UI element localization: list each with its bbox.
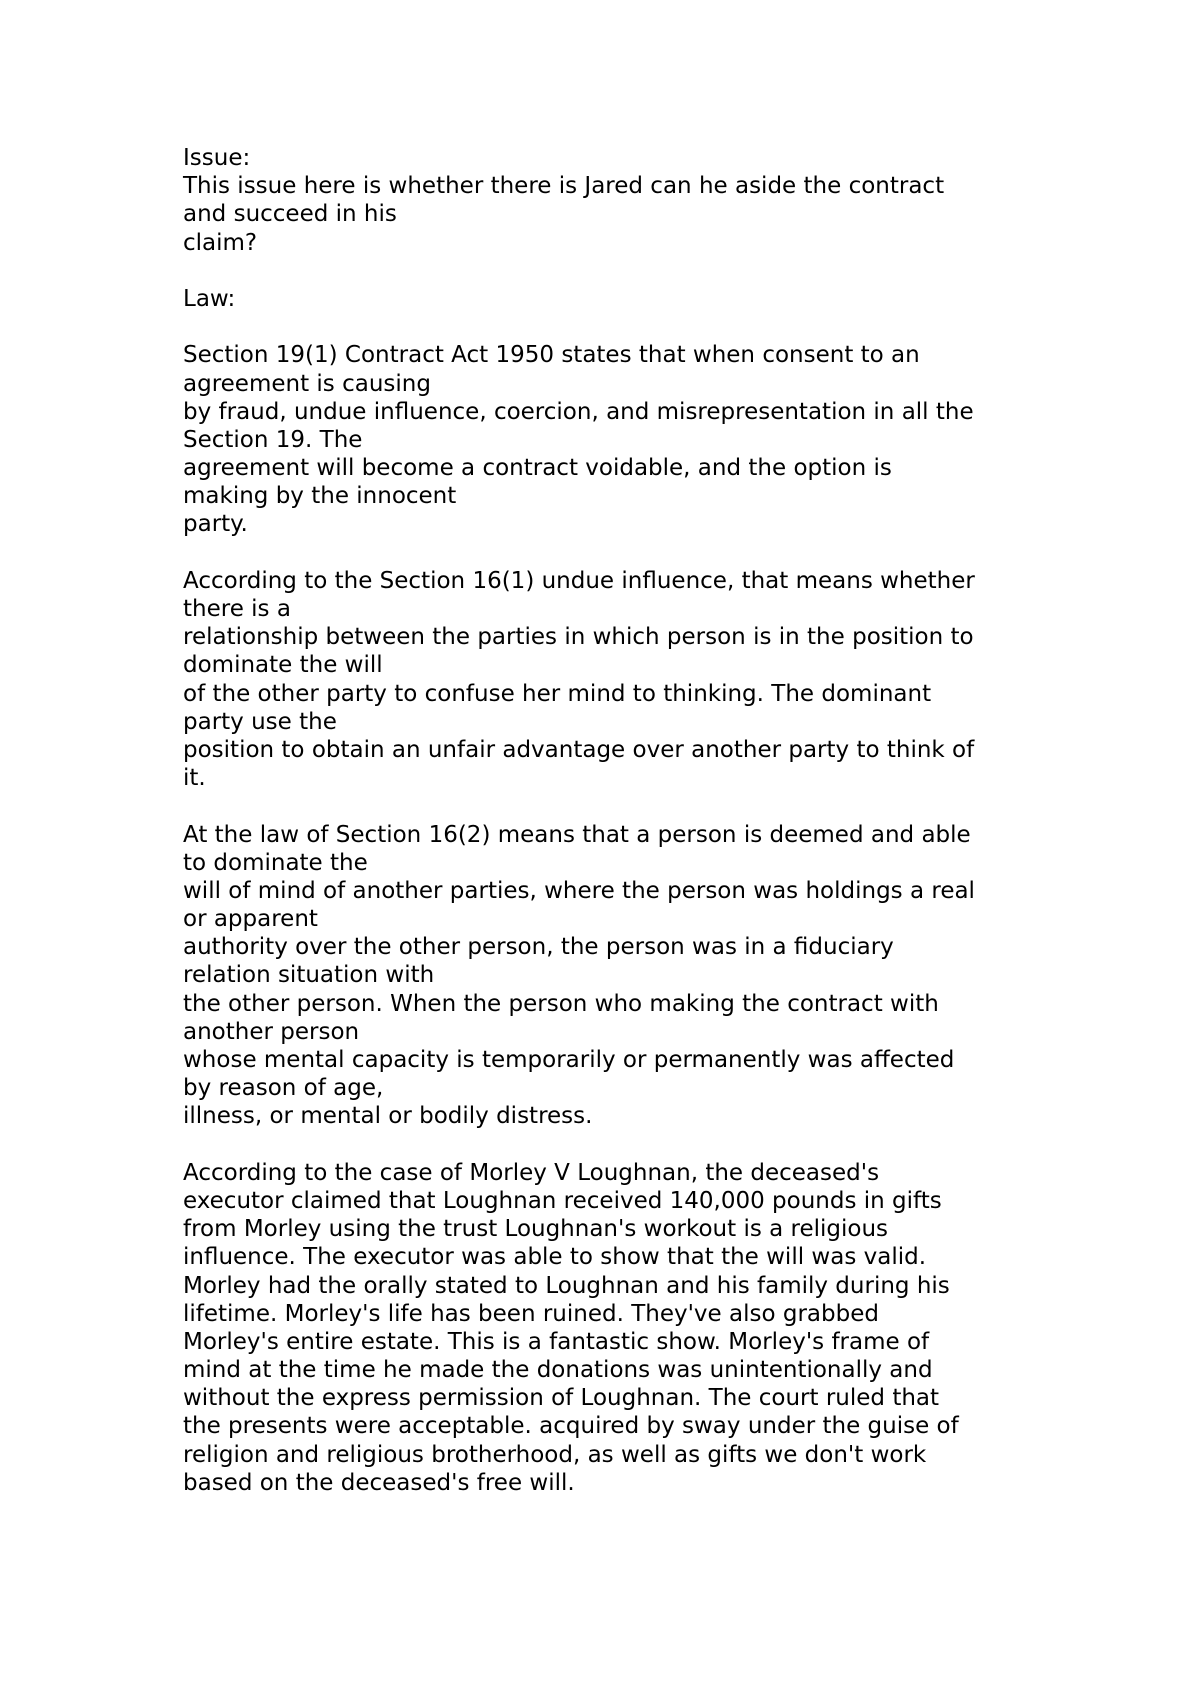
paragraph-line: by fraud, undue influence, coercion, and misrepresentation in all the bbox=[183, 398, 974, 425]
paragraph-line: there is a bbox=[183, 596, 291, 622]
paragraph-line: without the express permission of Loughnan. The court ruled that bbox=[183, 1385, 940, 1412]
paragraph-spacer bbox=[183, 539, 1053, 567]
section-16-2-paragraph bbox=[183, 821, 1053, 1131]
paragraph-line: the presents were acceptable. acquired by sway under the guise of bbox=[183, 1413, 959, 1440]
morley-case-paragraph bbox=[183, 1159, 1053, 1497]
paragraph-line: Section 19. The bbox=[183, 426, 363, 453]
paragraph-line: Morley's entire estate. This is a fantastic show. Morley's frame of bbox=[183, 1328, 930, 1355]
paragraph-line: religion and religious brotherhood, as well as gifts we don't work bbox=[183, 1441, 927, 1468]
paragraph-line: authority over the other person, the person was in a fiduciary bbox=[183, 934, 894, 961]
paragraph-spacer bbox=[183, 1131, 1053, 1159]
paragraph-line: According to the case of Morley V Loughnan, the deceased's bbox=[183, 1159, 880, 1186]
paragraph-line: another person bbox=[183, 1018, 360, 1045]
law-heading-section bbox=[183, 285, 1053, 313]
paragraph-line: it. bbox=[183, 765, 206, 792]
paragraph-line: to dominate the bbox=[183, 849, 368, 876]
paragraph-line: agreement is causing bbox=[183, 370, 431, 397]
paragraph-spacer bbox=[183, 792, 1053, 820]
paragraph-line: According to the Section 16(1) undue influence, that means whether bbox=[183, 567, 975, 594]
paragraph-line: At the law of Section 16(2) means that a person is deemed and able bbox=[183, 821, 971, 848]
paragraph-line: Section 19(1) Contract Act 1950 states that when consent to an bbox=[183, 342, 920, 369]
paragraph-line: agreement will become a contract voidable, and the option is bbox=[183, 455, 892, 482]
paragraph-line: based on the deceased's free will. bbox=[183, 1469, 575, 1496]
paragraph-line: whose mental capacity is temporarily or permanently was affected bbox=[183, 1047, 955, 1073]
paragraph-line: or apparent bbox=[183, 906, 318, 933]
issue-line: claim? bbox=[183, 229, 258, 256]
paragraph-line: dominate the will bbox=[183, 652, 383, 679]
section-16-1-paragraph bbox=[183, 567, 1053, 793]
paragraph-line: from Morley using the trust Loughnan's workout is a religious bbox=[183, 1216, 889, 1243]
issue-line: This issue here is whether there is Jared can he aside the contract bbox=[183, 173, 945, 200]
paragraph-line: executor claimed that Loughnan received 140,000 pounds in gifts bbox=[183, 1187, 942, 1214]
paragraph-line: Morley had the orally stated to Loughnan and his family during his bbox=[183, 1272, 950, 1299]
paragraph-line: relation situation with bbox=[183, 962, 435, 989]
document-body bbox=[183, 144, 1053, 1497]
paragraph-line: the other person. When the person who making the contract with bbox=[183, 990, 939, 1017]
paragraph-line: party use the bbox=[183, 708, 337, 735]
law-heading: Law: bbox=[183, 285, 236, 312]
paragraph-spacer bbox=[183, 313, 1053, 341]
issue-heading: Issue: bbox=[183, 145, 251, 171]
paragraph-line: by reason of age, bbox=[183, 1075, 384, 1102]
issue-line: and succeed in his bbox=[183, 201, 397, 228]
paragraph-line: illness, or mental or bodily distress. bbox=[183, 1103, 593, 1130]
paragraph-line: influence. The executor was able to show that the will was valid. bbox=[183, 1244, 927, 1271]
section-19-paragraph bbox=[183, 341, 1053, 538]
paragraph-line: party. bbox=[183, 511, 248, 538]
paragraph-line: of the other party to confuse her mind to thinking. The dominant bbox=[183, 680, 932, 707]
paragraph-line: making by the innocent bbox=[183, 483, 457, 510]
paragraph-line: mind at the time he made the donations was unintentionally and bbox=[183, 1357, 933, 1384]
paragraph-line: position to obtain an unfair advantage over another party to think of bbox=[183, 736, 975, 763]
paragraph-line: relationship between the parties in which person is in the position to bbox=[183, 624, 974, 651]
paragraph-spacer bbox=[183, 257, 1053, 285]
issue-section bbox=[183, 144, 1053, 257]
paragraph-line: lifetime. Morley's life has been ruined. They've also grabbed bbox=[183, 1300, 879, 1327]
paragraph-line: will of mind of another parties, where the person was holdings a real bbox=[183, 877, 975, 904]
